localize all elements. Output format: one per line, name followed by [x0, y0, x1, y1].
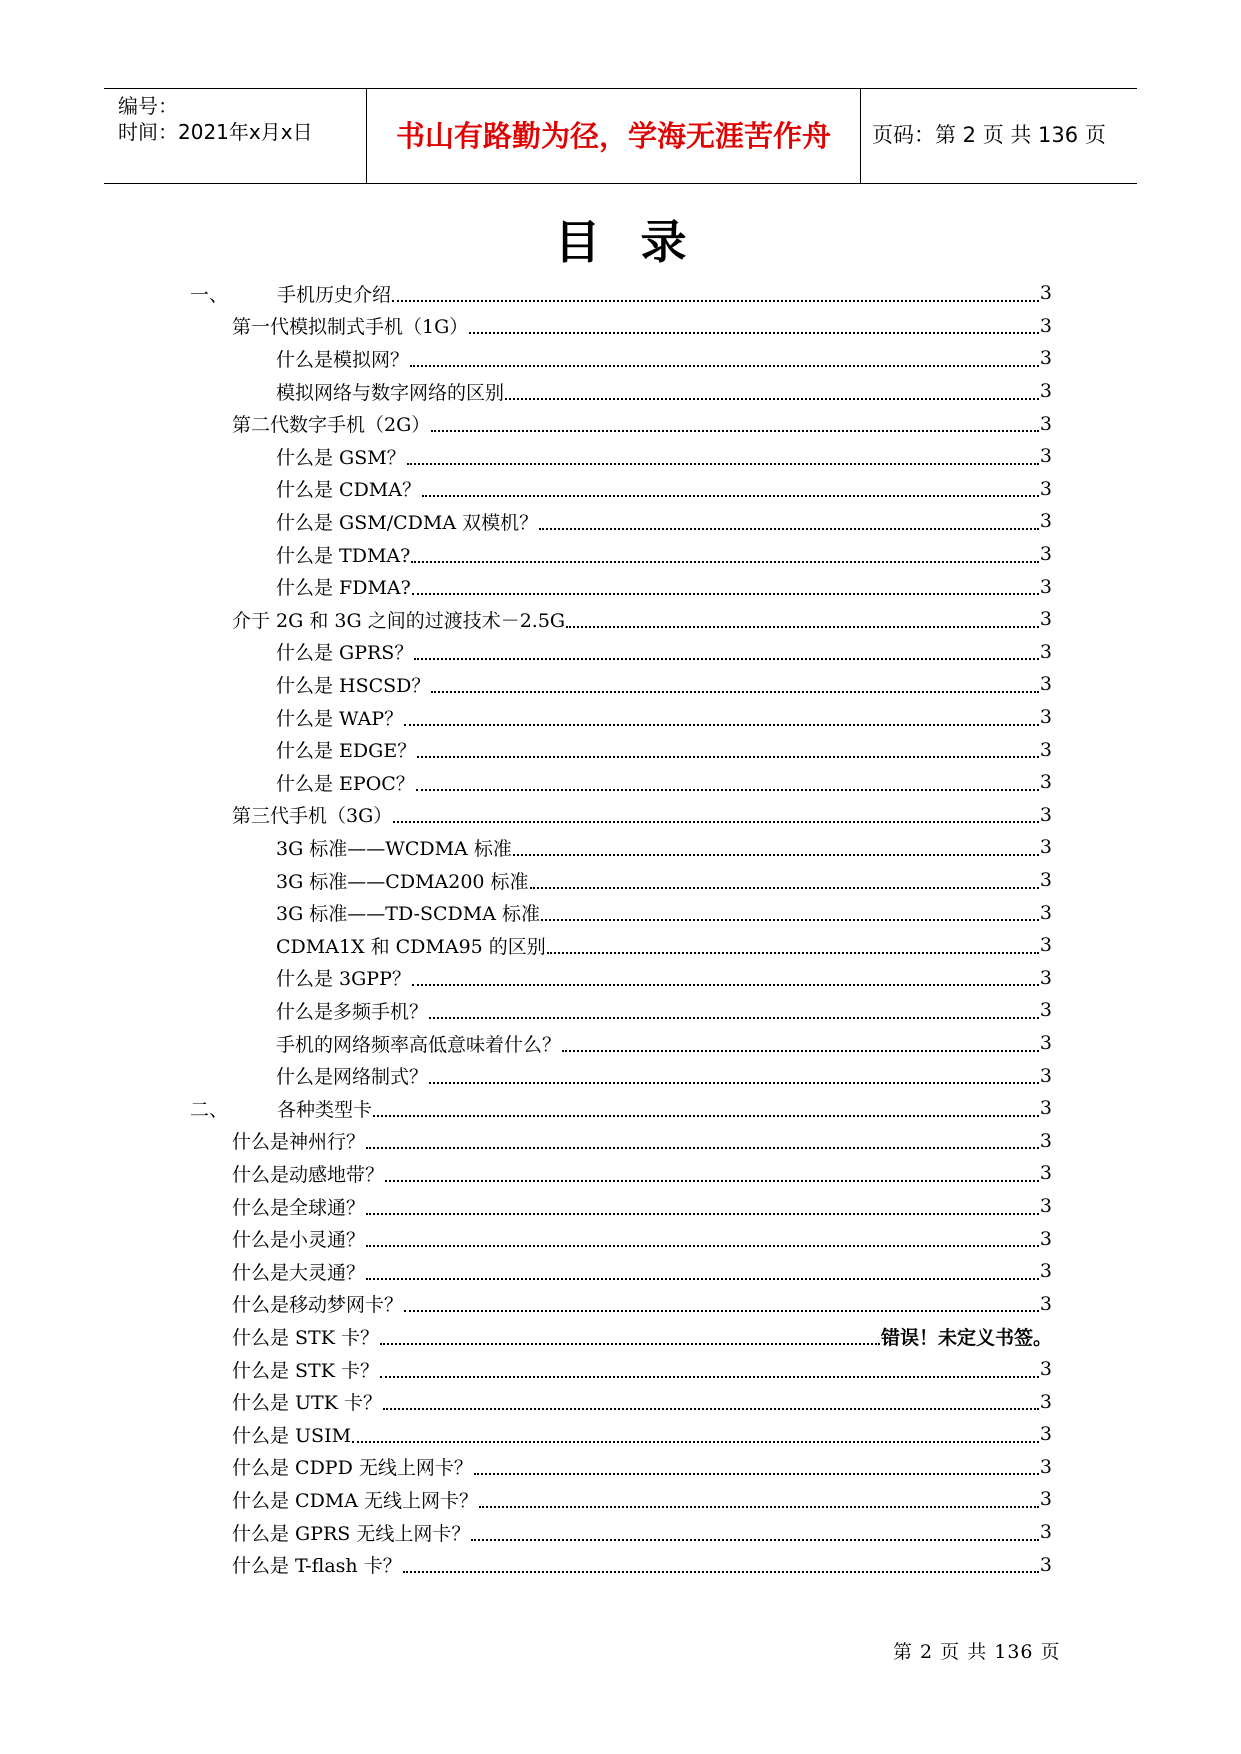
toc-entry-label: 什么是多频手机？	[276, 1000, 429, 1023]
toc-dot-leader	[366, 1212, 1039, 1215]
document-date-label: 时间：2021年x月x日	[118, 120, 313, 144]
toc-dot-leader	[412, 592, 1039, 595]
toc-entry-page-number: 3	[1039, 1260, 1052, 1283]
header-left-cell	[104, 89, 366, 183]
toc-entry[interactable]	[232, 1190, 1052, 1223]
toc-entry-label: 什么是网络制式？	[276, 1066, 429, 1089]
toc-dot-leader	[407, 462, 1039, 465]
toc-entry[interactable]	[276, 636, 1052, 669]
toc-entry-page-number: 3	[1039, 380, 1052, 403]
toc-dot-leader	[411, 560, 1039, 563]
toc-entry[interactable]	[276, 440, 1052, 473]
toc-entry-page-number: 3	[1039, 1129, 1052, 1152]
toc-dot-leader	[479, 1505, 1039, 1508]
toc-entry-number: 一、	[190, 283, 229, 306]
toc-entry[interactable]	[276, 538, 1052, 571]
toc-entry[interactable]	[232, 603, 1052, 636]
toc-dot-leader	[474, 1472, 1039, 1475]
toc-dot-leader	[429, 1081, 1039, 1084]
toc-entry[interactable]	[276, 831, 1052, 864]
toc-entry[interactable]	[276, 375, 1052, 408]
toc-entry-label: 第一代模拟制式手机（1G）	[232, 316, 469, 339]
toc-entry[interactable]	[276, 766, 1052, 799]
toc-entry-page-number: 3	[1039, 1358, 1052, 1381]
toc-entry[interactable]	[232, 310, 1052, 343]
toc-entry-page-number: 3	[1039, 836, 1052, 859]
toc-entry-label: 什么是 STK 卡？	[232, 1326, 379, 1349]
toc-entry-label: 什么是 GSM？	[276, 446, 406, 469]
toc-dot-leader	[366, 1146, 1039, 1149]
toc-entry[interactable]	[276, 929, 1052, 962]
page-title: 目录	[554, 215, 727, 269]
toc-dot-leader	[530, 886, 1039, 889]
toc-entry-label: 什么是小灵通？	[232, 1229, 366, 1252]
toc-dot-leader	[469, 331, 1039, 334]
toc-entry[interactable]	[276, 701, 1052, 734]
toc-dot-leader	[562, 1049, 1039, 1052]
toc-dot-leader	[410, 364, 1039, 367]
toc-entry-label: 什么是模拟网？	[276, 348, 410, 371]
header-motto: 书山有路勤为径，学海无涯苦作舟	[395, 119, 831, 153]
toc-entry[interactable]	[276, 473, 1052, 506]
toc-dot-leader	[412, 983, 1039, 986]
toc-entry[interactable]	[276, 668, 1052, 701]
header-middle-cell	[366, 89, 861, 183]
toc-entry-page-number: 3	[1039, 901, 1052, 924]
toc-entry-page-number: 3	[1039, 869, 1052, 892]
toc-entry-page-number: 3	[1039, 999, 1052, 1022]
toc-dot-leader	[417, 755, 1039, 758]
toc-entry[interactable]	[276, 342, 1052, 375]
toc-entry[interactable]	[276, 733, 1052, 766]
toc-entry[interactable]	[232, 1288, 1052, 1321]
toc-entry[interactable]	[190, 277, 1052, 310]
toc-entry-page-number: 3	[1039, 282, 1052, 305]
toc-entry[interactable]	[232, 1255, 1052, 1288]
toc-entry-page-number: 3	[1039, 445, 1052, 468]
toc-dot-leader	[414, 657, 1039, 660]
toc-entry-label: 什么是 WAP？	[276, 707, 404, 730]
toc-dot-leader	[541, 918, 1039, 921]
toc-entry[interactable]	[232, 1320, 1052, 1353]
toc-entry-label: 模拟网络与数字网络的区别	[276, 381, 505, 404]
toc-dot-leader	[429, 1016, 1039, 1019]
toc-entry-page-number: 3	[1039, 1064, 1052, 1087]
toc-dot-leader	[416, 788, 1039, 791]
toc-entry-page-number: 3	[1039, 738, 1052, 761]
toc-entry-label: 什么是 3GPP？	[276, 968, 411, 991]
toc-dot-leader	[431, 429, 1039, 432]
toc-entry-page-number: 3	[1039, 934, 1052, 957]
toc-entry-page-number: 3	[1039, 1162, 1052, 1185]
toc-entry[interactable]	[276, 1027, 1052, 1060]
toc-entry-label: 什么是全球通？	[232, 1196, 366, 1219]
toc-entry[interactable]	[276, 505, 1052, 538]
toc-entry-label: 什么是 CDMA 无线上网卡？	[232, 1489, 479, 1512]
toc-entry-page-number: 3	[1039, 1455, 1052, 1478]
toc-entry-label: 什么是移动梦网卡？	[232, 1294, 404, 1317]
toc-entry-page-number: 3	[1039, 347, 1052, 370]
header-right-cell	[860, 89, 1137, 183]
toc-entry[interactable]	[232, 1222, 1052, 1255]
toc-entry[interactable]	[232, 799, 1052, 832]
toc-entry[interactable]	[232, 1516, 1052, 1549]
toc-entry-label: 什么是 T-flash 卡？	[232, 1555, 402, 1578]
toc-entry-page-number: 3	[1039, 771, 1052, 794]
toc-entry[interactable]	[232, 1157, 1052, 1190]
toc-entry-page-number: 3	[1039, 1488, 1052, 1511]
toc-entry-label: 什么是 USIM	[232, 1424, 352, 1447]
toc-entry-label: 什么是 EPOC？	[276, 772, 415, 795]
toc-dot-leader	[403, 1570, 1039, 1573]
toc-entry-page-number: 3	[1039, 543, 1052, 566]
toc-dot-leader	[547, 951, 1039, 954]
toc-dot-leader	[366, 1244, 1039, 1247]
toc-entry[interactable]	[232, 407, 1052, 440]
toc-dot-leader	[380, 1375, 1039, 1378]
toc-entry-label: 什么是动感地带？	[232, 1163, 385, 1186]
toc-dot-leader	[366, 1277, 1039, 1280]
toc-entry-label: 各种类型卡	[277, 1098, 373, 1121]
toc-entry-page-number: 3	[1039, 706, 1052, 729]
toc-entry-error-text: 错误！未定义书签。	[880, 1326, 1052, 1349]
toc-entry-page-number: 3	[1039, 1292, 1052, 1315]
toc-entry[interactable]	[276, 1059, 1052, 1092]
header-page-info: 页码：第 2 页 共 136 页	[872, 123, 1106, 147]
toc-entry-label: 什么是 GPRS 无线上网卡？	[232, 1522, 471, 1545]
toc-entry-label: 什么是 CDMA？	[276, 479, 421, 502]
toc-entry-page-number: 3	[1039, 966, 1052, 989]
toc-entry[interactable]	[232, 1418, 1052, 1451]
toc-entry-label: 什么是 GPRS？	[276, 642, 414, 665]
toc-entry-label: 什么是 UTK 卡？	[232, 1392, 382, 1415]
toc-entry-label: 什么是 TDMA?	[276, 544, 411, 567]
toc-entry-page-number: 3	[1039, 608, 1052, 631]
toc-entry[interactable]	[232, 1353, 1052, 1386]
toc-dot-leader	[471, 1538, 1039, 1541]
toc-entry-page-number: 3	[1039, 1097, 1052, 1120]
toc-entry-page-number: 3	[1039, 1195, 1052, 1218]
toc-dot-leader	[393, 820, 1039, 823]
toc-entry-label: 什么是神州行？	[232, 1131, 366, 1154]
toc-dot-leader	[539, 527, 1039, 530]
toc-dot-leader	[392, 299, 1039, 302]
toc-entry-label: 什么是 HSCSD？	[276, 674, 431, 697]
toc-dot-leader	[513, 853, 1039, 856]
toc-entry-label: 第二代数字手机（2G）	[232, 414, 431, 437]
toc-dot-leader	[385, 1179, 1039, 1182]
toc-dot-leader	[431, 690, 1038, 693]
toc-entry-page-number: 3	[1039, 673, 1052, 696]
toc-entry-page-number: 3	[1039, 1227, 1052, 1250]
toc-entry-label: 什么是 CDPD 无线上网卡？	[232, 1457, 473, 1480]
toc-entry-label: 什么是大灵通？	[232, 1261, 366, 1284]
toc-entry[interactable]	[232, 1451, 1052, 1484]
toc-entry[interactable]	[276, 962, 1052, 995]
toc-dot-leader	[505, 397, 1039, 400]
toc-entry[interactable]	[276, 994, 1052, 1027]
toc-entry[interactable]	[232, 1125, 1052, 1158]
toc-entry-page-number: 3	[1039, 314, 1052, 337]
toc-dot-leader	[566, 625, 1039, 628]
toc-entry-label: 什么是 EDGE？	[276, 740, 417, 763]
toc-entry-page-number: 3	[1039, 1390, 1052, 1413]
page-footer: 第 2 页 共 136 页	[893, 1641, 1061, 1663]
toc-dot-leader	[404, 723, 1039, 726]
toc-entry-page-number: 3	[1039, 1553, 1052, 1576]
toc-entry[interactable]	[232, 1483, 1052, 1516]
toc-entry-label: 3G 标准——WCDMA 标准	[276, 837, 512, 860]
page-header	[104, 88, 1137, 184]
toc-entry-page-number: 3	[1039, 477, 1052, 500]
toc-entry-label: 什么是 STK 卡？	[232, 1359, 379, 1382]
toc-entry-label: 3G 标准——CDMA200 标准	[276, 870, 529, 893]
toc-entry-label: 3G 标准——TD-SCDMA 标准	[276, 903, 540, 926]
toc-entry-page-number: 3	[1039, 1423, 1052, 1446]
toc-entry-page-number: 3	[1039, 1521, 1052, 1544]
toc-entry-label: 什么是 FDMA?	[276, 577, 411, 600]
toc-entry-label: 手机的网络频率高低意味着什么？	[276, 1033, 562, 1056]
toc-entry-label: CDMA1X 和 CDMA95 的区别	[276, 935, 546, 958]
toc-entry-page-number: 3	[1039, 1032, 1052, 1055]
toc-entry[interactable]	[276, 570, 1052, 603]
toc-entry-page-number: 3	[1039, 803, 1052, 826]
toc-entry-number: 二、	[190, 1098, 229, 1121]
toc-entry-page-number: 3	[1039, 640, 1052, 663]
toc-entry-page-number: 3	[1039, 510, 1052, 533]
toc-entry-page-number: 3	[1039, 575, 1052, 598]
toc-entry-page-number: 3	[1039, 412, 1052, 435]
toc-entry[interactable]	[190, 1092, 1052, 1125]
toc-entry[interactable]	[276, 864, 1052, 897]
toc-entry-label: 什么是 GSM/CDMA 双模机？	[276, 511, 539, 534]
toc-entry-label: 第三代手机（3G）	[232, 805, 393, 828]
toc-dot-leader	[380, 1342, 880, 1345]
toc-dot-leader	[373, 1114, 1039, 1117]
toc-entry[interactable]	[276, 896, 1052, 929]
toc-entry-label: 手机历史介绍	[277, 283, 392, 306]
document-number-label: 编号：	[118, 94, 178, 118]
toc-dot-leader	[352, 1440, 1039, 1443]
toc-dot-leader	[422, 494, 1039, 497]
toc-dot-leader	[404, 1309, 1039, 1312]
toc-entry-label: 介于 2G 和 3G 之间的过渡技术－2.5G	[232, 609, 566, 632]
toc-dot-leader	[383, 1407, 1039, 1410]
toc-entry[interactable]	[232, 1548, 1052, 1581]
toc-entry[interactable]	[232, 1385, 1052, 1418]
